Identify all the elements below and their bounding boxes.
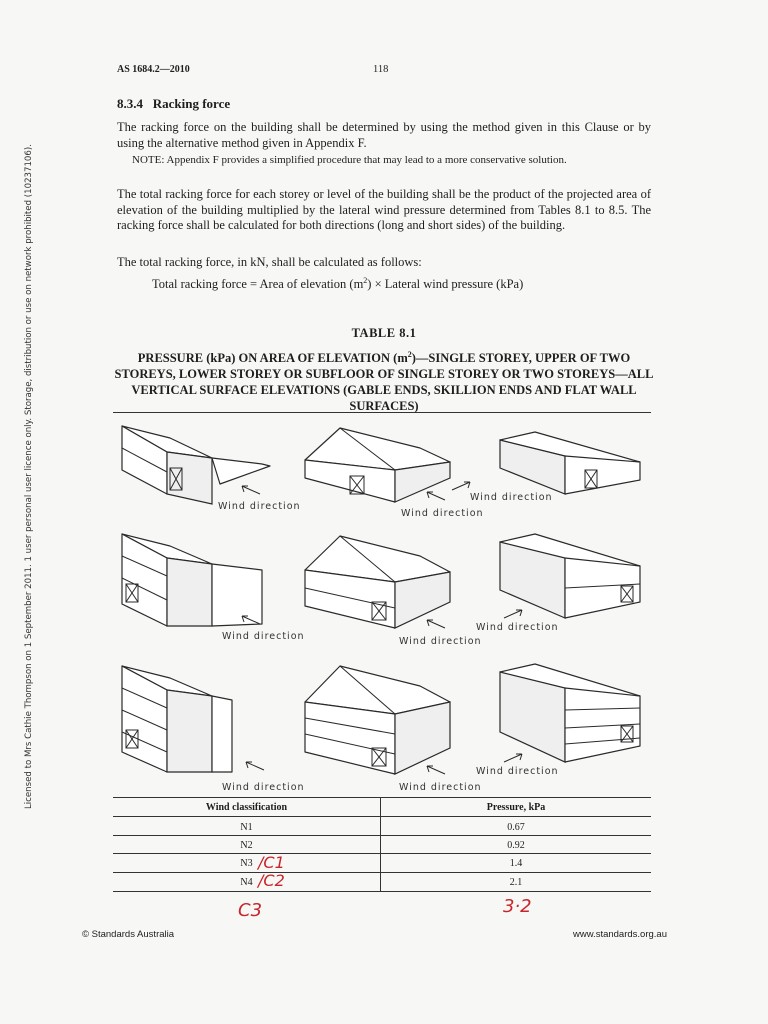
standard-code: AS 1684.2—2010 [117,64,190,75]
note: NOTE: Appendix F provides a simplified procedure that may lead to a more conservative solution. [132,154,567,166]
table-row-rule [113,835,651,836]
wind-arrow-1 [240,484,264,498]
page-number: 118 [373,64,389,75]
table-row-rule [113,872,651,873]
table-cell-pressure: 0.67 [507,822,525,833]
footer-website[interactable]: www.standards.org.au [573,929,667,940]
table-row-rule [113,853,651,854]
building-gable-subfloor [112,660,282,776]
wind-arrow-7 [244,760,268,774]
handwritten-c3: C3 [238,900,263,921]
wind-direction-label: Wind direction [218,501,301,512]
table-top-rule [113,412,651,413]
licence-watermark: Licensed to Mrs Cathie Thompson on 1 September 2011. 1 user personal user licence only. Storage, distribution or use on network prohibited (10237106). [24,144,34,809]
wind-arrow-9 [500,752,524,766]
wind-direction-label: Wind direction [470,492,553,503]
table-number: TABLE 8.1 [351,326,417,340]
table-cell-classification: N1 [240,822,253,833]
handwritten-c2: /C2 [258,871,285,890]
building-hip-two-storey [300,530,470,630]
wind-arrow-5 [425,618,449,632]
handwritten-3-2: 3·2 [503,896,532,917]
paragraph-2: The total racking force for each storey or level of the building shall be the product of the projected area of elevation of the building multiplied by the lateral wind pressure determined from Tables 8.1 to 8.5. The racking force shall be calculated for both directions (long and short sides) of the building. [117,187,651,232]
table-cell-classification: N3 [240,858,253,869]
wind-direction-label: Wind direction [476,622,559,633]
footer-copyright: © Standards Australia [82,929,175,940]
building-flat-single [495,428,655,500]
wind-arrow-6 [500,608,524,622]
wind-direction-label: Wind direction [399,782,482,793]
wind-direction-label: Wind direction [399,636,482,647]
wind-arrow-8 [425,764,449,778]
table-title: PRESSURE (kPa) ON AREA OF ELEVATION $(m^2)—SINGLE$ STOREY, UPPER OF TWO STOREYS, LOWER STOREY OR SUBFLOOR OF SINGLE STOREY OR TWO STOREYS—ALL VERTICAL SURFACE ELEVATIONS (GABLE ENDS, SKILLION ENDS AND FLAT WALL SURFACES) [114,350,654,414]
wind-direction-label: Wind direction [222,631,305,642]
paragraph-1: The racking force on the building shall be determined by using the method given in this Clause or by using the alternative method given in Appendix F. [117,120,651,150]
section-heading: 8.3.4 Racking force [117,96,231,111]
racking-formula: Total racking force = Area of elevation $(m^2)$ × Lateral wind pressure (kPa) [152,276,524,292]
table-header-top-rule [113,797,651,798]
table-cell-pressure: 0.92 [507,840,525,851]
wind-arrow-2 [425,490,449,504]
wind-direction-label: Wind direction [476,766,559,777]
table-cell-pressure: 1.4 [509,858,523,869]
table-cell-classification: N2 [240,840,253,851]
table-cell-pressure: 2.1 [509,877,523,888]
paragraph-3: The total racking force, in kN, shall be calculated as follows: [117,255,422,269]
building-hip-subfloor [300,662,470,776]
table-cell-classification: N4 [240,877,253,888]
wind-arrow-4 [240,614,264,628]
table-header-bottom-rule [113,816,651,817]
wind-arrow-3 [448,480,472,494]
building-flat-subfloor [495,662,655,766]
wind-direction-label: Wind direction [222,782,305,793]
column-header-pressure: Pressure, kPa [486,802,546,813]
table-bottom-rule [113,891,651,892]
handwritten-c1: /C1 [258,853,285,872]
wind-direction-label: Wind direction [401,508,484,519]
column-header-wind-classification: Wind classification [205,802,288,813]
